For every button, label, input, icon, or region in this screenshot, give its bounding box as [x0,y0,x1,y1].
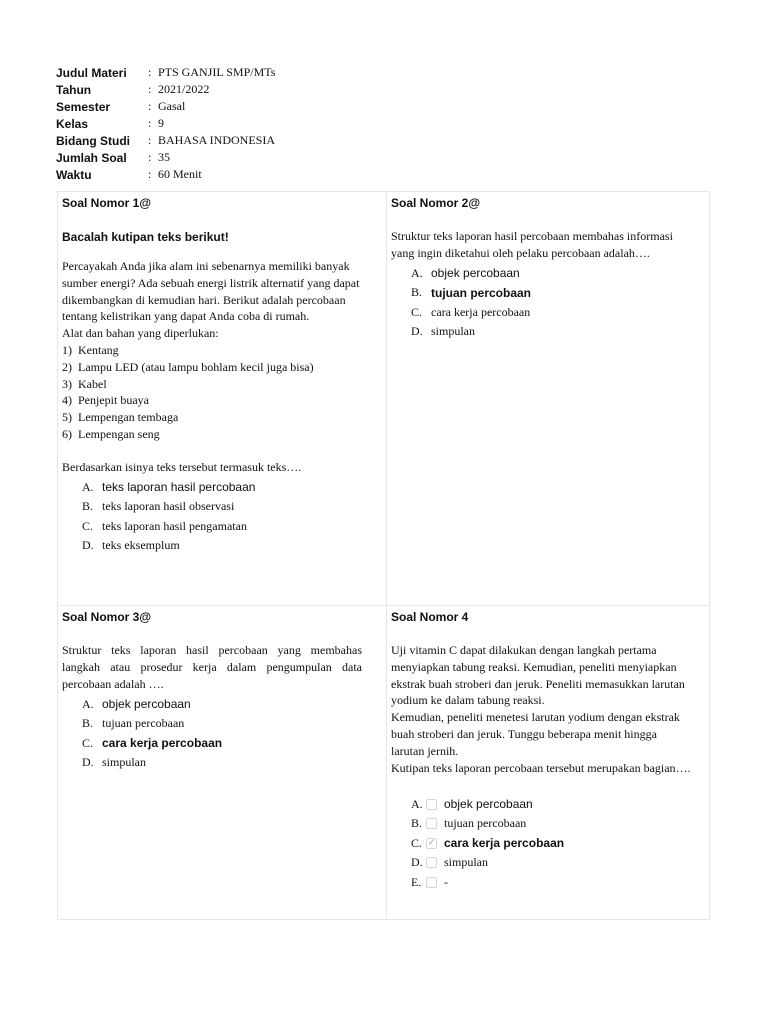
option-a[interactable]: A. objek percobaan [411,796,533,812]
question-4-question: Kutipan teks laporan percobaan tersebut merupakan bagian…. [391,760,691,775]
checkbox-icon[interactable] [426,818,437,829]
list-item: 2) Lampu LED (atau lampu bohlam kecil juga bisa) [62,359,314,374]
meta-value: BAHASA INDONESIA [158,133,276,147]
option-d[interactable]: D. simpulan [411,324,475,339]
question-3-options [62,694,362,772]
meta-row-jumlah-soal [56,149,275,166]
meta-value: 2021/2022 [158,82,210,96]
meta-label: Semester [56,99,111,114]
option-a[interactable]: A. objek percobaan [82,696,191,712]
meta-separator: : [148,150,152,164]
option-b[interactable]: B. teks laporan hasil observasi [82,499,235,514]
option-c-correct[interactable]: C. ✓ cara kerja percobaan [411,835,565,851]
question-grid [57,191,710,920]
grid-divider-horizontal [58,605,709,606]
question-4-passage-2: Kemudian, peneliti menetesi larutan yodium dengan ekstrak buah stroberi dan jeruk. Tunggu beberapa menit hingga larutan jernih. [391,710,680,758]
question-2-card [391,196,691,342]
question-3-question: Struktur teks laporan hasil percobaan yang membahas langkah atau prosedur kerja dalam pengumpulan data percobaan adalah …. [62,643,362,691]
meta-separator: : [148,99,152,113]
question-2-title: Soal Nomor 2@ [391,196,481,210]
option-c[interactable]: C. teks laporan hasil pengamatan [82,518,247,533]
meta-separator: : [148,133,152,147]
question-1-options [62,478,370,556]
meta-separator: : [148,167,152,181]
option-b[interactable]: B. tujuan percobaan [411,816,527,831]
meta-row-tahun [56,81,275,98]
checkbox-icon[interactable] [426,799,437,810]
question-3-title: Soal Nomor 3@ [62,610,152,624]
meta-label: Tahun [56,82,92,97]
option-c-correct[interactable]: C. cara kerja percobaan [82,735,223,751]
question-1-question: Berdasarkan isinya teks tersebut termasuk teks…. [62,459,302,474]
question-4-title: Soal Nomor 4 [391,610,469,624]
meta-value: Gasal [158,99,186,113]
question-1-card [62,196,370,556]
meta-row-judul-materi [56,64,275,81]
checkbox-checked-icon[interactable]: ✓ [427,838,436,849]
list-item: 5) Lempengan tembaga [62,410,179,425]
question-4-card [391,610,691,892]
question-1-title: Soal Nomor 1@ [62,196,152,210]
checkbox-icon[interactable] [426,877,437,888]
list-item: 1) Kentang [62,342,119,357]
meta-separator: : [148,82,152,96]
meta-separator: : [148,116,152,130]
question-1-passage: Percayakah Anda jika alam ini sebenarnya memiliki banyak sumber energi? Ada sebuah energi listrik alternatif yang dapat dikembangkan di kemudian hari. Berikut adalah percobaan tentang kelistrikan yang dapat Anda coba di rumah. [62,259,360,324]
meta-label: Bidang Studi [56,133,130,148]
meta-row-bidang-studi [56,132,275,149]
list-item: 4) Penjepit buaya [62,393,149,408]
meta-row-waktu [56,166,275,183]
list-item: 3) Kabel [62,376,107,391]
option-a[interactable]: A. objek percobaan [411,265,520,281]
option-c[interactable]: C. cara kerja percobaan [411,304,531,319]
meta-separator: : [148,65,152,79]
question-2-options [391,264,691,342]
meta-row-kelas [56,115,275,132]
list-item: 6) Lempengan seng [62,426,160,441]
meta-label: Judul Materi [56,65,127,80]
meta-row-semester [56,98,275,115]
meta-value: 60 Menit [158,167,202,181]
grid-divider-vertical [386,192,387,919]
option-d[interactable]: D. simpulan [82,755,146,770]
option-d[interactable]: D. teks eksemplum [82,538,180,553]
question-3-card [62,610,362,772]
question-2-question: Struktur teks laporan hasil percobaan membahas informasi yang ingin diketahui oleh pelaku percobaan adalah…. [391,229,673,260]
meta-value: PTS GANJIL SMP/MTs [158,65,276,79]
document-header [56,64,275,183]
option-b-correct[interactable]: B. tujuan percobaan [411,285,532,300]
meta-value: 9 [158,116,164,130]
option-b[interactable]: B. tujuan percobaan [82,716,185,731]
option-e[interactable]: E. - [411,874,448,889]
meta-value: 35 [158,150,170,164]
question-1-materials-list [62,342,370,443]
question-1-instruction: Bacalah kutipan teks berikut! [62,230,229,244]
checkbox-icon[interactable] [426,857,437,868]
meta-label: Waktu [56,167,92,182]
question-4-passage-1: Uji vitamin C dapat dilakukan dengan langkah pertama menyiapkan tabung reaksi. Kemudian, peneliti menyiapkan ekstrak buah stroberi dan jeruk. Peneliti memasukkan larutan yodium ke dalam tabung reaksi. [391,643,685,708]
question-1-list-intro: Alat dan bahan yang diperlukan: [62,326,219,341]
question-4-options [391,794,691,892]
option-a[interactable]: A. teks laporan hasil percobaan [82,479,256,495]
meta-label: Kelas [56,116,89,131]
meta-label: Jumlah Soal [56,150,127,165]
option-d[interactable]: D. simpulan [411,855,488,870]
